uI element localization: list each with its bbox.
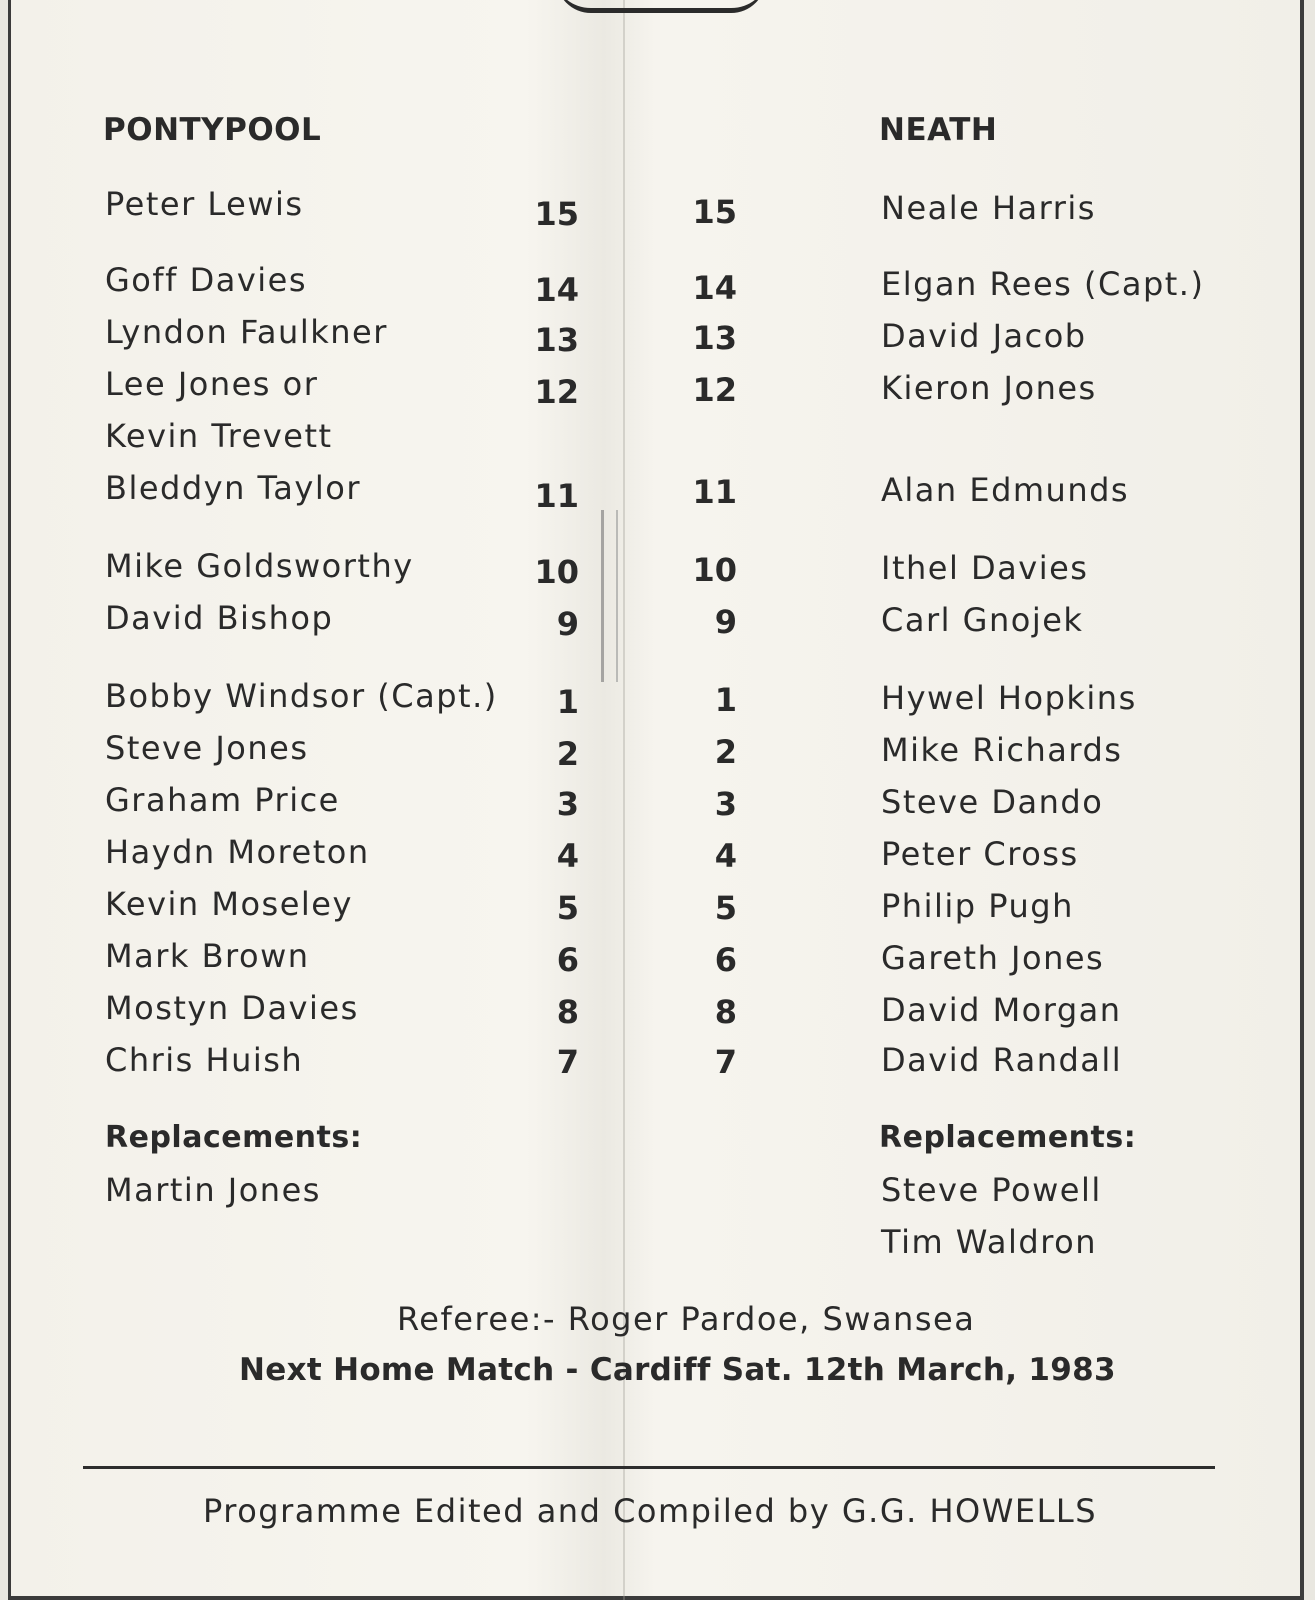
home-player-name: Kevin Moseley [105, 885, 353, 923]
away-replacement-name: Tim Waldron [881, 1223, 1098, 1261]
home-player-number: 4 [556, 837, 579, 875]
home-player-number: 5 [556, 889, 579, 927]
home-player-name: Mike Goldsworthy [105, 547, 414, 585]
away-team-heading: NEATH [879, 112, 998, 148]
away-player-name: Kieron Jones [881, 369, 1097, 407]
away-player-name: Peter Cross [881, 835, 1079, 873]
home-player-name: Chris Huish [105, 1041, 304, 1079]
home-player-number: 12 [534, 373, 579, 411]
away-player-number: 3 [714, 785, 737, 823]
away-player-name: Carl Gnojek [881, 601, 1084, 639]
home-player-name: Lee Jones or [105, 365, 319, 403]
programme-credit: Programme Edited and Compiled by G.G. HOWELLS [203, 1492, 1098, 1530]
home-player-name: Bobby Windsor (Capt.) [105, 677, 498, 715]
away-player-name: Ithel Davies [881, 549, 1089, 587]
home-replacement-name: Martin Jones [105, 1171, 321, 1209]
away-replacement-name: Steve Powell [881, 1171, 1102, 1209]
away-player-number: 14 [692, 269, 737, 307]
home-player-number: 14 [534, 271, 579, 309]
away-player-number: 6 [714, 941, 737, 979]
home-player-number: 13 [534, 321, 579, 359]
away-player-name: Alan Edmunds [881, 471, 1130, 509]
home-player-number: 1 [556, 683, 579, 721]
home-player-name: Steve Jones [105, 729, 309, 767]
away-player-name: David Jacob [881, 317, 1087, 355]
home-player-name: Goff Davies [105, 261, 308, 299]
divider-rule [83, 1466, 1215, 1469]
referee-line: Referee:- Roger Pardoe, Swansea [397, 1300, 976, 1338]
away-player-name: Steve Dando [881, 783, 1104, 821]
programme-page [8, 0, 1304, 1600]
away-player-number: 4 [714, 837, 737, 875]
home-player-name: Lyndon Faulkner [105, 313, 388, 351]
away-player-number: 2 [714, 733, 737, 771]
away-player-number: 9 [714, 603, 737, 641]
away-player-number: 5 [714, 889, 737, 927]
home-player-number: 8 [556, 993, 579, 1031]
away-player-number: 7 [714, 1043, 737, 1081]
home-replacements-heading: Replacements: [105, 1120, 363, 1155]
away-player-number: 12 [692, 371, 737, 409]
next-home-match: Next Home Match - Cardiff Sat. 12th March, 1983 [239, 1352, 1116, 1388]
home-player-number: 11 [534, 477, 579, 515]
home-player-name: Haydn Moreton [105, 833, 370, 871]
away-player-number: 10 [692, 551, 737, 589]
away-player-number: 8 [714, 993, 737, 1031]
home-player-name: Mark Brown [105, 937, 310, 975]
home-player-name: Graham Price [105, 781, 340, 819]
away-player-name: David Randall [881, 1041, 1123, 1079]
away-player-name: Mike Richards [881, 731, 1123, 769]
home-player-number: 10 [534, 553, 579, 591]
home-player-number: 7 [556, 1043, 579, 1081]
home-player-number: 9 [556, 605, 579, 643]
home-player-number: 15 [534, 195, 579, 233]
away-player-name: Gareth Jones [881, 939, 1105, 977]
home-player-name: Bleddyn Taylor [105, 469, 361, 507]
home-team-heading: PONTYPOOL [103, 112, 322, 148]
away-player-number: 11 [692, 473, 737, 511]
away-player-name: Neale Harris [881, 189, 1096, 227]
home-player-name: Peter Lewis [105, 185, 304, 223]
away-player-name: Philip Pugh [881, 887, 1074, 925]
staple [601, 510, 618, 682]
home-player-name: Mostyn Davies [105, 989, 359, 1027]
home-player-number: 6 [556, 941, 579, 979]
away-replacements-heading: Replacements: [879, 1120, 1137, 1155]
home-player-number: 2 [556, 735, 579, 773]
home-player-number: 3 [556, 785, 579, 823]
away-player-name: Elgan Rees (Capt.) [881, 265, 1205, 303]
home-player-name: Kevin Trevett [105, 417, 333, 455]
header-arc-decoration [556, 0, 766, 13]
home-player-name: David Bishop [105, 599, 334, 637]
away-player-number: 15 [692, 193, 737, 231]
away-player-name: Hywel Hopkins [881, 679, 1137, 717]
away-player-number: 13 [692, 319, 737, 357]
away-player-name: David Morgan [881, 991, 1122, 1029]
away-player-number: 1 [714, 681, 737, 719]
